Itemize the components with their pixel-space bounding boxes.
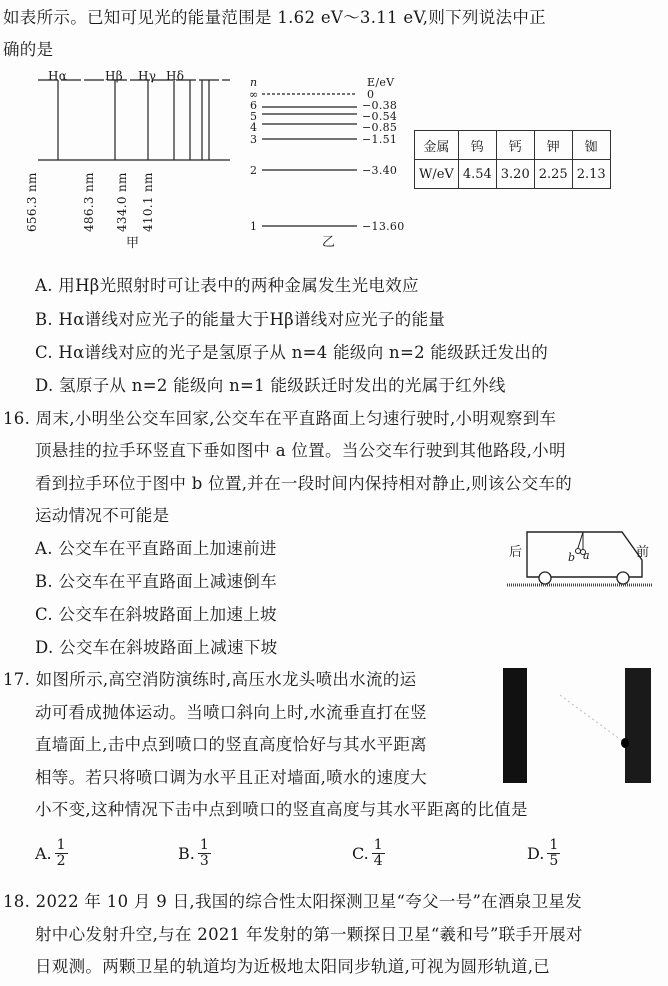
table-cell: 钨 [458, 131, 496, 160]
table-cell: 2.13 [572, 160, 610, 189]
bus-figure [505, 530, 655, 592]
q16-option: A. 公交车在平直路面上加速前进 [35, 539, 277, 558]
h-beta-label: Hβ [105, 69, 124, 83]
level-energy: −1.51 [362, 133, 398, 146]
work-function-table [414, 130, 611, 189]
table-cell: 铷 [572, 131, 610, 160]
n-axis-label: n [250, 76, 258, 89]
q17-stem: 相等。若只将喷口调为水平且正对墙面,喷水的速度大 [35, 768, 427, 787]
denominator: 4 [373, 853, 383, 869]
level-energy: −0.54 [362, 110, 398, 123]
q15-option: C. Hα谱线对应的光子是氢原子从 n=4 能级向 n=2 能级跃迁发出的 [35, 343, 549, 362]
table-cell: 钾 [534, 131, 572, 160]
level-n: ∞ [249, 88, 259, 101]
q15-option: D. 氢原子从 n=2 能级向 n=1 能级跃迁时发出的光属于红外线 [35, 376, 506, 395]
level-n: 2 [250, 164, 258, 177]
e-axis-label: E/eV [367, 76, 395, 89]
numerator: 1 [199, 837, 209, 853]
denominator: 5 [549, 853, 559, 869]
option-label: C. [352, 844, 369, 863]
level-n: 4 [250, 121, 258, 134]
position-b-label: b [568, 551, 576, 564]
q17-option-a [35, 838, 68, 869]
level-energy: 0 [367, 88, 375, 101]
q16-option: D. 公交车在斜坡路面上减速下坡 [35, 638, 278, 657]
bus-front-label: 前 [636, 545, 650, 560]
option-label: A. [35, 844, 52, 863]
option-label: B. [178, 844, 195, 863]
h-delta-label: Hδ [166, 69, 185, 83]
q16-stem: 16. 周末,小明坐公交车回家,公交车在平直路面上匀速行驶时,小明观察到车 [3, 409, 557, 428]
table-cell: W/eV [415, 160, 459, 189]
level-energy: −3.40 [362, 164, 398, 177]
q17-stem: 直墙面上,击中点到喷口的竖直高度恰好与其水平距离 [35, 735, 427, 754]
level-n: 5 [250, 110, 258, 123]
table-cell: 4.54 [458, 160, 496, 189]
level-energy: −13.60 [362, 220, 405, 233]
bus-back-label: 后 [509, 545, 523, 560]
q16-stem: 看到拉手环位于图中 b 位置,并在一段时间内保持相对静止,则该公交车的 [35, 474, 573, 493]
option-label: D. [527, 844, 545, 863]
q17-stem: 17. 如图所示,高空消防演练时,高压水龙头喷出水流的运 [3, 670, 417, 689]
table-cell: 钙 [496, 131, 534, 160]
q16-option: B. 公交车在平直路面上减速倒车 [35, 572, 277, 591]
q18-stem: 射中心发射升空,与在 2021 年发射的第一颗探日卫星“羲和号”联手开展对 [35, 925, 583, 944]
figure-jia-caption: 甲 [126, 236, 140, 251]
denominator: 3 [199, 853, 209, 869]
figure-yi-energy-levels [262, 90, 362, 230]
numerator: 1 [56, 837, 66, 853]
table-cell: 2.25 [534, 160, 572, 189]
table-row [415, 160, 611, 189]
q16-stem: 顶悬挂的拉手环竖直下垂如图中 a 位置。当公交车行驶到其他路段,小明 [35, 441, 566, 460]
numerator: 1 [549, 837, 559, 853]
h-gamma-label: Hγ [138, 69, 157, 83]
wavelength-label: 410.1 nm [141, 172, 155, 232]
numerator: 1 [373, 837, 383, 853]
level-energy: −0.38 [362, 99, 398, 112]
q15-option: A. 用Hβ光照射时可让表中的两种金属发生光电效应 [35, 276, 419, 295]
h-alpha-label: Hα [48, 69, 68, 83]
q17-stem: 动可看成抛体运动。当喷口斜向上时,水流垂直打在竖 [35, 703, 427, 722]
table-cell: 金属 [415, 131, 459, 160]
level-n: 6 [250, 99, 258, 112]
intro-line: 如表所示。已知可见光的能量范围是 1.62 eV～3.11 eV,则下列说法中正 [3, 8, 546, 27]
level-n: 1 [250, 220, 258, 233]
q16-stem: 运动情况不可能是 [35, 506, 170, 525]
figure-jia-spectrum [30, 68, 230, 248]
firefighting-photo [500, 665, 665, 785]
q17-stem: 小不变,这种情况下击中点到喷口的竖直高度与其水平距离的比值是 [35, 800, 528, 819]
wavelength-label: 434.0 nm [115, 172, 129, 232]
table-cell: 3.20 [496, 160, 534, 189]
q17-option-c [352, 838, 385, 869]
level-energy: −0.85 [362, 121, 398, 134]
position-a-label: a [583, 549, 590, 562]
wavelength-label: 656.3 nm [25, 172, 39, 232]
q18-stem: 日观测。两颗卫星的轨道均为近极地太阳同步轨道,可视为圆形轨道,已 [35, 957, 551, 976]
intro-line: 确的是 [3, 40, 54, 59]
level-n: 3 [250, 133, 258, 146]
denominator: 2 [56, 853, 66, 869]
q18-stem: 18. 2022 年 10 月 9 日,我国的综合性太阳探测卫星“夸父一号”在酒泉卫星发 [3, 892, 583, 911]
figure-yi-caption: 乙 [322, 235, 336, 250]
table-header-row [415, 131, 611, 160]
q17-option-b [178, 838, 211, 869]
q17-option-d [527, 838, 560, 869]
wavelength-label: 486.3 nm [82, 172, 96, 232]
q16-option: C. 公交车在斜坡路面上加速上坡 [35, 605, 277, 624]
q15-option: B. Hα谱线对应光子的能量大于Hβ谱线对应光子的能量 [35, 310, 446, 329]
